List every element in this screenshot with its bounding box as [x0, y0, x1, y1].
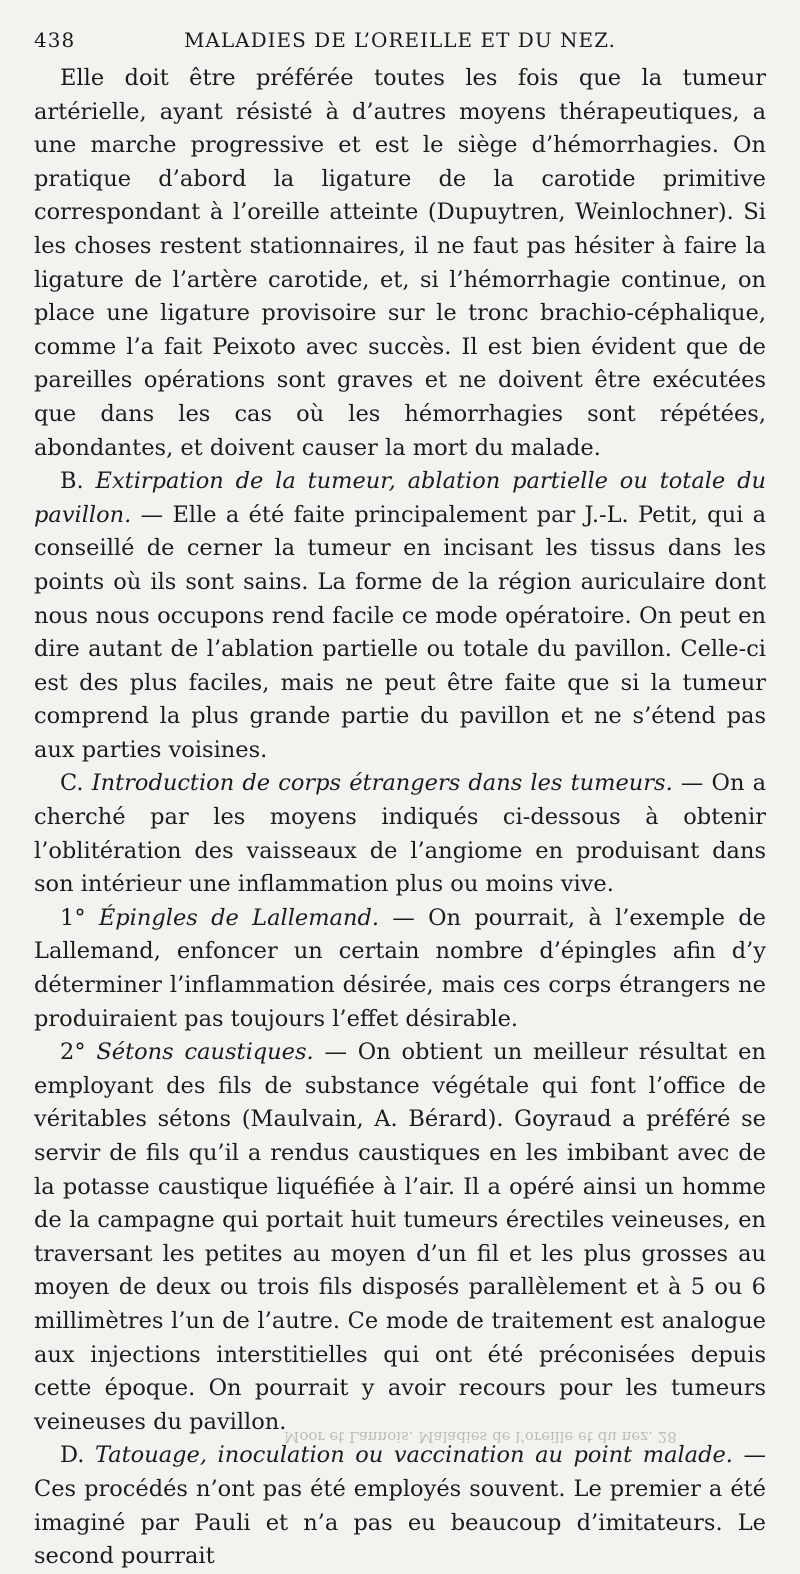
paragraph	[34, 62, 766, 465]
section-heading: Introduction de corps étrangers dans les tumeurs.	[91, 770, 673, 797]
running-header	[34, 28, 766, 58]
paragraph	[34, 465, 766, 767]
section-heading: Extirpation de la tumeur, ablation partielle ou totale du pavillon.	[34, 468, 766, 528]
paragraph-lead: D.	[60, 1442, 95, 1469]
running-title: MALADIES DE L’OREILLE ET DU NEZ.	[183, 28, 617, 52]
paragraph-text: Elle doit être préférée toutes les fois que la tumeur artérielle, ayant résisté à d’autres moyens thérapeutiques, a une marche progressive et est le siège d’hémorrhagies. On pratique d’abord la ligature de la carotide primitive correspondant à l’oreille atteinte (Dupuytren, Weinlochner). Si les choses restent stationnaires, il ne faut pas hésiter à faire la ligature de l’artère carotide, et, si l’hémorrhagie continue, on place une ligature provisoire sur le tronc brachio-céphalique, comme l’a fait Peixoto avec succès. Il est bien évident que de pareilles opérations sont graves et ne doivent être exécutées que dans les cas où les hémorrhagies sont répétées, abondantes, et doivent causer la mort du malade.	[34, 65, 766, 461]
paragraph	[34, 1036, 766, 1439]
paragraph	[34, 902, 766, 1036]
paragraph-text: — On obtient un meilleur résultat en employant des fils de substance végétale qui font l’office de véritables sétons (Maulvain, A. Bérard). Goyraud a préféré se servir de fils qu’il a rendus caustiques en les imbibant avec de la potasse caustique liquéfiée à l’air. Il a opéré ainsi un homme de la campagne qui portait huit tumeurs érectiles veineuses, en traversant les petites au moyen d’un fil et les plus grosses au moyen de deux ou trois fils disposés parallèlement et à 5 ou 6 millimètres l’un de l’autre. Ce mode de traitement est analogue aux injections interstitielles qui ont été préconisées depuis cette époque. On pourrait y avoir recours pour les tumeurs veineuses du pavillon.	[34, 1039, 766, 1435]
page-number: 438	[34, 28, 76, 52]
bleed-through-text: Moor et Lannois. Maladies de l’oreille et du nez. 28	[284, 1428, 677, 1446]
paragraph	[34, 767, 766, 901]
paragraph	[34, 1439, 766, 1573]
body-text	[34, 62, 766, 1574]
paragraph-text: — On a cherché par les moyens indiqués ci-dessous à obtenir l’oblitération des vaisseaux de l’angiome en produisant dans son intérieur une inflammation plus ou moins vive.	[34, 770, 767, 898]
section-heading: Épingles de Lallemand.	[98, 904, 379, 931]
paragraph-lead: B.	[60, 468, 96, 495]
paragraph-text: — On pourrait, à l’exemple de Lallemand, enfoncer un certain nombre d’épingles afin d’y déterminer l’inflammation désirée, mais ces corps étrangers ne produiraient pas toujours l’effet désirable.	[34, 904, 766, 1032]
book-page	[34, 0, 767, 1570]
paragraph-lead: C.	[60, 770, 92, 797]
paragraph-lead: 2°	[60, 1039, 97, 1066]
paragraph-lead: 1°	[60, 904, 99, 931]
paragraph-text: — Ces procédés n’ont pas été employés souvent. Le premier a été imaginé par Pauli et n’a pas eu beaucoup d’imitateurs. Le second pourrait	[34, 1442, 767, 1570]
section-heading: Tatouage, inoculation ou vaccination au point malade.	[94, 1442, 733, 1469]
paragraph-text: — Elle a été faite principalement par J.-L. Petit, qui a conseillé de cerner la tumeur en incisant les tissus dans les points où ils sont sains. La forme de la région auriculaire dont nous nous occupons rend facile ce mode opératoire. On peut en dire autant de l’ablation partielle ou totale du pavillon. Celle-ci est des plus faciles, mais ne peut être faite que si la tumeur comprend la plus grande partie du pavillon et ne s’étend pas aux parties voisines.	[34, 501, 766, 763]
section-heading: Sétons caustiques.	[96, 1039, 314, 1066]
